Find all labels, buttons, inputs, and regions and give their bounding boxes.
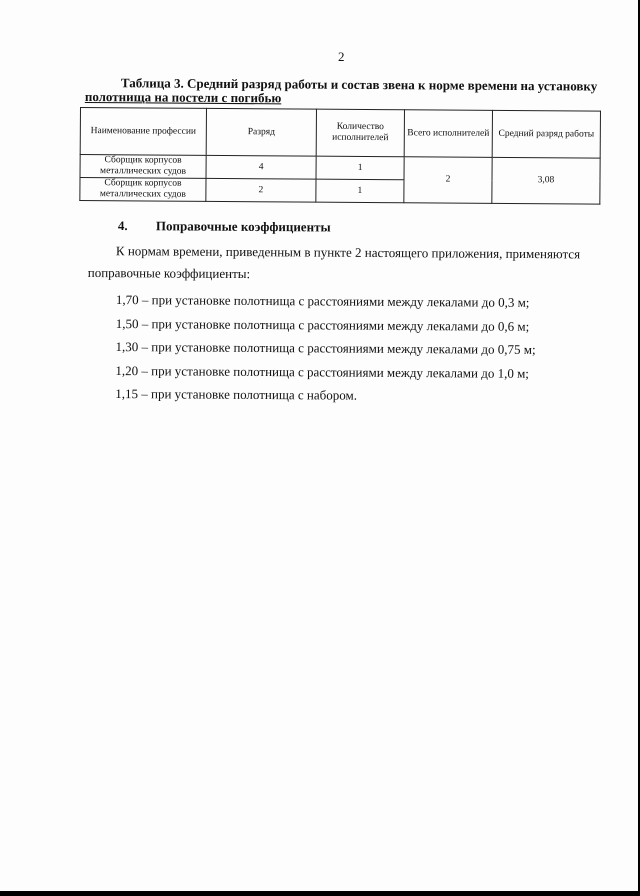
cell-worker-count: 1 xyxy=(316,156,404,180)
cell-grade: 2 xyxy=(206,178,316,202)
section-heading xyxy=(118,218,331,235)
coefficients-list xyxy=(115,288,600,409)
header-grade: Разряд xyxy=(206,108,316,156)
cell-grade: 4 xyxy=(206,155,316,179)
cell-average-grade: 3,08 xyxy=(492,157,600,204)
header-profession: Наименование профессии xyxy=(80,108,206,156)
table-header-row xyxy=(80,108,600,159)
intro-paragraph xyxy=(88,240,600,288)
header-average-grade: Средний разряд работы xyxy=(492,110,600,158)
coefficient-item: 1,15 – при установке полотнища с набором. xyxy=(115,385,358,403)
cell-worker-count: 1 xyxy=(316,179,404,203)
table-row xyxy=(80,155,600,182)
cell-total-workers: 2 xyxy=(404,157,492,204)
cell-profession: Сборщик корпусов металлических судов xyxy=(80,155,206,179)
section-title: Поправочные коэффициенты xyxy=(155,218,331,235)
table-title-line-1: Таблица 3. Средний разряд работы и состав звена к норме времени на установку xyxy=(120,75,598,94)
coefficient-item: 1,70 – при установке полотнища с расстояниями между лекалами до 0,3 м; xyxy=(115,291,530,310)
cell-profession: Сборщик корпусов металлических судов xyxy=(80,178,206,202)
page-number: 2 xyxy=(338,49,345,64)
coefficient-item: 1,20 – при установке полотнища с расстояниями между лекалами до 1,0 м; xyxy=(115,362,530,381)
table-title xyxy=(85,76,605,108)
crew-composition-table xyxy=(79,107,601,205)
section-number: 4. xyxy=(117,218,128,234)
intro-line-1: К нормам времени, приведенным в пункте 2 настоящего приложения, применяются xyxy=(115,243,581,262)
coefficient-item: 1,30 – при установке полотнища с расстояниями между лекалами до 0,75 м; xyxy=(115,338,536,357)
table-title-line-2: полотнища на постели с погибью xyxy=(84,88,282,106)
coefficient-item: 1,50 – при установке полотнища с расстояниями между лекалами до 0,6 м; xyxy=(115,315,530,334)
header-worker-count: Количество исполнителей xyxy=(316,109,404,157)
intro-line-2: поправочные коэффициенты: xyxy=(87,264,251,282)
header-total-workers: Всего исполнителей xyxy=(404,110,492,158)
